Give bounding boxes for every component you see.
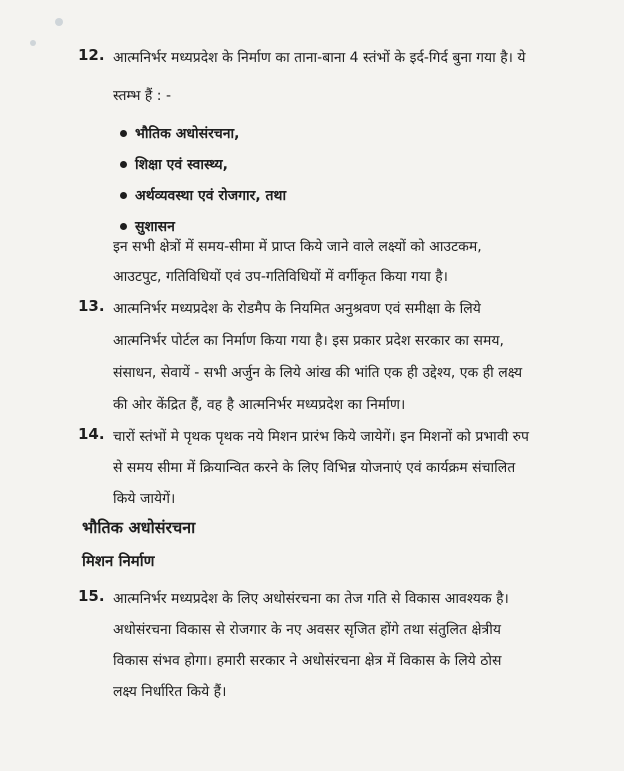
- paragraph-line: संसाधन, सेवायें - सभी अर्जुन के लिये आंख की भांति एक ही उद्देश्य, एक ही लक्ष्य: [113, 365, 523, 381]
- paragraph-line: अधोसंरचना विकास से रोजगार के नए अवसर सृजित होंगे तथा संतुलित क्षेत्रीय: [113, 622, 501, 638]
- scan-speck: [30, 40, 36, 46]
- section-heading: भौतिक अधोसंरचना: [82, 518, 196, 537]
- paragraph-line: आत्मनिर्भर पोर्टल का निर्माण किया गया है। इस प्रकार प्रदेश सरकार का समय,: [113, 333, 504, 349]
- scan-speck: [55, 18, 63, 26]
- paragraph-line: से समय सीमा में क्रियान्वित करने के लिए विभिन्न योजनाएं एवं कार्यक्रम संचालित: [113, 460, 516, 476]
- pillars-list: [120, 118, 286, 242]
- list-item: [120, 118, 286, 149]
- paragraph-line: लक्ष्य निर्धारित किये हैं।: [113, 684, 227, 700]
- paragraph-line: चारों स्तंभों मे पृथक पृथक नये मिशन प्रारंभ किये जायेगें। इन मिशनों को प्रभावी रुप: [113, 429, 529, 445]
- paragraph-line: इन सभी क्षेत्रों में समय-सीमा में प्राप्त किये जाने वाले लक्ष्यों को आउटकम,: [113, 239, 482, 255]
- paragraph-number: 12.: [78, 46, 105, 64]
- bullet-icon: [120, 192, 127, 199]
- pillar-label: शिक्षा एवं स्वास्थ्य,: [135, 157, 228, 173]
- bullet-icon: [120, 161, 127, 168]
- bullet-icon: [120, 130, 127, 137]
- paragraph-line: आउटपुट, गतिविधियों एवं उप-गतिविधियों में वर्गीकृत किया गया है।: [113, 269, 448, 285]
- pillar-label: सुशासन: [135, 219, 175, 235]
- paragraph-line: आत्मनिर्भर मध्यप्रदेश के रोडमैप के नियमित अनुश्रवण एवं समीक्षा के लिये: [113, 301, 481, 317]
- pillar-label: अर्थव्यवस्था एवं रोजगार, तथा: [135, 188, 287, 204]
- list-item: [120, 180, 286, 211]
- pillar-label: भौतिक अधोसंरचना,: [135, 126, 240, 142]
- paragraph-line: की ओर केंद्रित हैं, वह है आत्मनिर्भर मध्यप्रदेश का निर्माण।: [113, 397, 406, 413]
- subsection-heading: मिशन निर्माण: [82, 552, 155, 570]
- bullet-icon: [120, 223, 127, 230]
- paragraph-line: स्तम्भ हैं : -: [113, 88, 172, 104]
- paragraph-number: 14.: [78, 425, 105, 443]
- paragraph-line: किये जायेगें।: [113, 491, 176, 507]
- paragraph-line: आत्मनिर्भर मध्यप्रदेश के लिए अधोसंरचना का तेज गति से विकास आवश्यक है।: [113, 591, 509, 607]
- paragraph-line: आत्मनिर्भर मध्यप्रदेश के निर्माण का ताना-बाना 4 स्तंभों के इर्द-गिर्द बुना गया है। ये: [113, 50, 526, 66]
- paragraph-number: 13.: [78, 297, 105, 315]
- paragraph-line: विकास संभव होगा। हमारी सरकार ने अधोसंरचना क्षेत्र में विकास के लिये ठोस: [113, 653, 502, 669]
- list-item: [120, 149, 286, 180]
- paragraph-number: 15.: [78, 587, 105, 605]
